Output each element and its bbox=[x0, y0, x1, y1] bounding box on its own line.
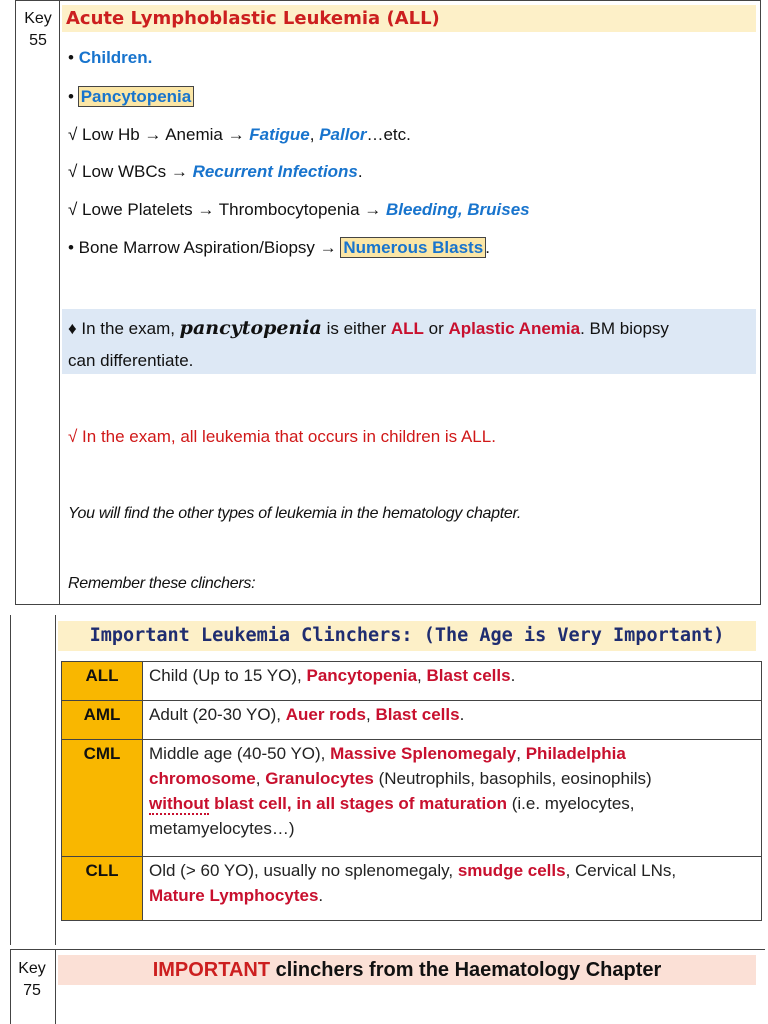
pancytopenia-highlight: Pancytopenia bbox=[80, 87, 192, 106]
line-platelets: √ Lowe Platelets → Thrombocytopenia → Bleeding, Bruises bbox=[68, 200, 530, 219]
clinchers-table bbox=[61, 661, 762, 921]
key-cell-75 bbox=[11, 958, 53, 1002]
frame-divider bbox=[59, 0, 60, 605]
table-row bbox=[62, 662, 762, 701]
exam-children-note: √ In the exam, all leukemia that occurs in children is ALL. bbox=[68, 427, 496, 446]
frame-right bbox=[760, 0, 761, 605]
abbr-cell: CML bbox=[62, 740, 143, 857]
key-label: Key bbox=[18, 960, 46, 977]
table-row bbox=[62, 857, 762, 921]
line-wbc: √ Low WBCs → Recurrent Infections. bbox=[68, 162, 363, 181]
abbr-cell: CLL bbox=[62, 857, 143, 921]
exam-note-box bbox=[62, 309, 756, 374]
table-row bbox=[62, 740, 762, 857]
key-number: 55 bbox=[29, 32, 47, 49]
frame2-divider bbox=[55, 615, 56, 945]
children-text: Children. bbox=[78, 48, 153, 67]
clinchers-title: Important Leukemia Clinchers: (The Age is Very Important) bbox=[58, 621, 756, 651]
line-bone-marrow: • Bone Marrow Aspiration/Biopsy → Numerous Blasts . bbox=[68, 238, 490, 257]
desc-cell: Middle age (40-50 YO), Massive Splenomegaly, Philadelphia chromosome, Granulocytes (Neutrophils, basophils, eosinophils) without blast cell, in all stages of maturation (i.e. myelocytes, metamyelocytes…) bbox=[143, 740, 762, 857]
frame2-left bbox=[10, 615, 11, 945]
key-cell-55 bbox=[18, 8, 58, 52]
numerous-blasts-highlight: Numerous Blasts bbox=[343, 238, 484, 257]
desc-cell: Old (> 60 YO), usually no splenomegaly, smudge cells, Cervical LNs, Mature Lymphocytes. bbox=[143, 857, 762, 921]
abbr-cell: ALL bbox=[62, 662, 143, 701]
abbr-cell: AML bbox=[62, 701, 143, 740]
desc-cell: Adult (20-30 YO), Auer rods, Blast cells. bbox=[143, 701, 762, 740]
frame-top bbox=[15, 0, 760, 1]
table-row bbox=[62, 701, 762, 740]
section-title: Acute Lymphoblastic Leukemia (ALL) bbox=[62, 5, 756, 32]
haematology-title: IMPORTANT clinchers from the Haematology Chapter bbox=[58, 955, 756, 985]
remember-note: Remember these clinchers: bbox=[68, 575, 256, 592]
bullet-pancytopenia: • Pancytopenia bbox=[68, 87, 192, 106]
exam-note-line1: ♦ In the exam, pancytopenia is either ALL or Aplastic Anemia. BM biopsy bbox=[68, 317, 669, 339]
frame-bottom bbox=[15, 604, 760, 605]
frame3-top bbox=[10, 949, 765, 950]
desc-cell: Child (Up to 15 YO), Pancytopenia, Blast cells. bbox=[143, 662, 762, 701]
exam-note-line2: can differentiate. bbox=[68, 351, 194, 370]
key-label: Key bbox=[24, 10, 52, 27]
line-hb: √ Low Hb → Anemia → Fatigue, Pallor…etc. bbox=[68, 125, 411, 144]
bullet-children: • Children. bbox=[68, 48, 153, 67]
frame3-divider bbox=[55, 949, 56, 1024]
key-number: 75 bbox=[23, 982, 41, 999]
frame-left bbox=[15, 0, 16, 605]
hematology-note: You will find the other types of leukemia in the hematology chapter. bbox=[68, 505, 522, 522]
